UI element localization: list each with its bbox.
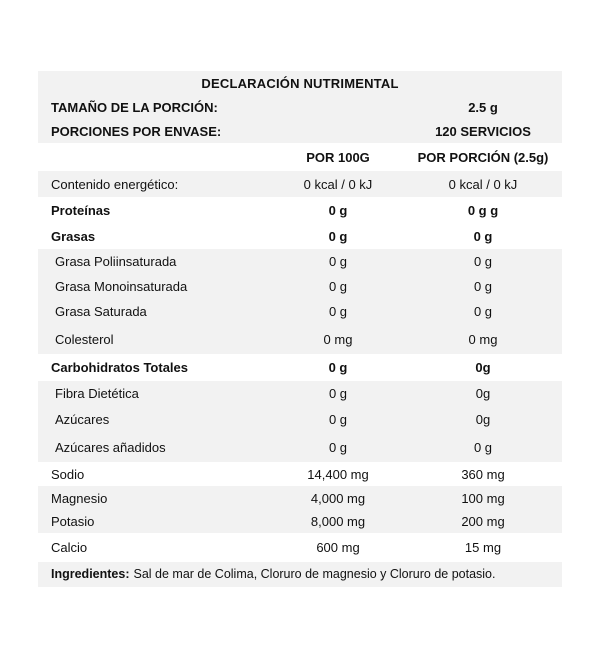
nutrient-row-potassium — [38, 510, 562, 533]
nutrient-per-serving: 0g — [475, 386, 491, 401]
nutrient-name: Sodio — [51, 466, 85, 482]
nutrient-per100: 0 kcal / 0 kJ — [303, 176, 373, 192]
nutrient-per-serving: 0 g — [473, 304, 493, 319]
nutrient-name: Carbohidratos Totales — [51, 360, 189, 375]
nutrient-per-serving: 0 g g — [467, 202, 499, 218]
nutrient-row-sugars — [38, 406, 562, 433]
ingredients-label: Ingredientes: — [51, 567, 130, 581]
servings-per-container-label: PORCIONES POR ENVASE: — [51, 123, 222, 139]
serving-size-row — [38, 95, 562, 119]
nutrient-per100: 0 g — [328, 412, 348, 427]
nutrient-per-serving: 15 mg — [464, 540, 502, 555]
nutrient-per100: 0 mg — [323, 331, 353, 347]
nutrient-per100: 0 g — [328, 360, 348, 375]
nutrient-name: Fibra Dietética — [55, 386, 139, 401]
nutrient-name: Grasa Saturada — [55, 304, 147, 319]
nutrient-name: Grasa Monoinsaturada — [55, 279, 188, 294]
nutrient-name: Azúcares añadidos — [55, 440, 166, 455]
nutrient-name: Azúcares — [55, 412, 110, 427]
nutrient-per-serving: 0g — [475, 360, 491, 375]
nutrient-per100: 0 g — [328, 386, 348, 401]
servings-per-container-value: 120 SERVICIOS — [435, 123, 531, 139]
nutrient-name: Colesterol — [55, 331, 114, 347]
nutrient-per-serving: 360 mg — [461, 466, 505, 482]
nutrient-name: Calcio — [51, 540, 88, 555]
nutrient-per100: 8,000 mg — [310, 514, 366, 529]
nutrient-per100: 0 g — [328, 202, 348, 218]
nutrient-row-carbohydrates — [38, 354, 562, 381]
nutrient-per-serving: 0 g — [473, 254, 493, 269]
nutrient-name: Potasio — [51, 514, 95, 529]
nutrient-row-monounsaturated — [38, 274, 562, 299]
nutrient-per100: 600 mg — [316, 540, 360, 555]
nutrient-per100: 14,400 mg — [307, 466, 369, 482]
nutrient-row-cholesterol — [38, 324, 562, 354]
nutrient-name: Contenido energético: — [51, 176, 179, 192]
table-title-text: DECLARACIÓN NUTRIMENTAL — [201, 75, 399, 91]
nutrient-per100: 0 g — [328, 279, 348, 294]
nutrient-per-serving: 100 mg — [461, 490, 505, 506]
ingredients-text: Sal de mar de Colima, Cloruro de magnesio y Cloruro de potasio. — [133, 567, 496, 581]
nutrient-row-saturated — [38, 299, 562, 324]
nutrient-row-polyunsaturated — [38, 249, 562, 274]
serving-size-label: TAMAÑO DE LA PORCIÓN: — [51, 99, 218, 115]
nutrient-row-energy — [38, 171, 562, 197]
serving-size-value: 2.5 g — [468, 99, 498, 115]
nutrient-per100: 4,000 mg — [310, 490, 366, 506]
nutrient-name: Grasas — [51, 228, 96, 244]
nutrient-per-serving: 0 g — [473, 228, 493, 244]
ingredients-row — [38, 562, 562, 587]
nutrient-row-sodium — [38, 462, 562, 486]
nutrient-row-fats — [38, 223, 562, 249]
nutrient-row-added-sugars — [38, 433, 562, 462]
column-header-row — [38, 143, 562, 171]
nutrient-per100: 0 g — [328, 304, 348, 319]
table-title — [38, 71, 562, 95]
nutrient-per100: 0 g — [328, 254, 348, 269]
nutrient-row-protein — [38, 197, 562, 223]
nutrient-per-serving: 0 mg — [468, 331, 498, 347]
column-header-per100: POR 100G — [306, 149, 370, 165]
nutrient-per-serving: 200 mg — [461, 514, 505, 529]
nutrient-row-fiber — [38, 381, 562, 406]
nutrient-per100: 0 g — [328, 440, 348, 455]
column-header-per-serving: POR PORCIÓN (2.5g) — [417, 149, 549, 165]
nutrient-name: Proteínas — [51, 202, 111, 218]
nutrient-row-calcium — [38, 533, 562, 562]
nutrient-name: Grasa Poliinsaturada — [55, 254, 177, 269]
nutrient-per-serving: 0 kcal / 0 kJ — [448, 176, 518, 192]
nutrient-per-serving: 0 g — [473, 440, 493, 455]
nutrition-facts-panel — [38, 71, 562, 587]
nutrient-per-serving: 0 g — [473, 279, 493, 294]
nutrient-per100: 0 g — [328, 228, 348, 244]
nutrient-name: Magnesio — [51, 490, 108, 506]
servings-per-container-row — [38, 119, 562, 143]
nutrient-per-serving: 0g — [475, 412, 491, 427]
nutrient-row-magnesium — [38, 486, 562, 510]
